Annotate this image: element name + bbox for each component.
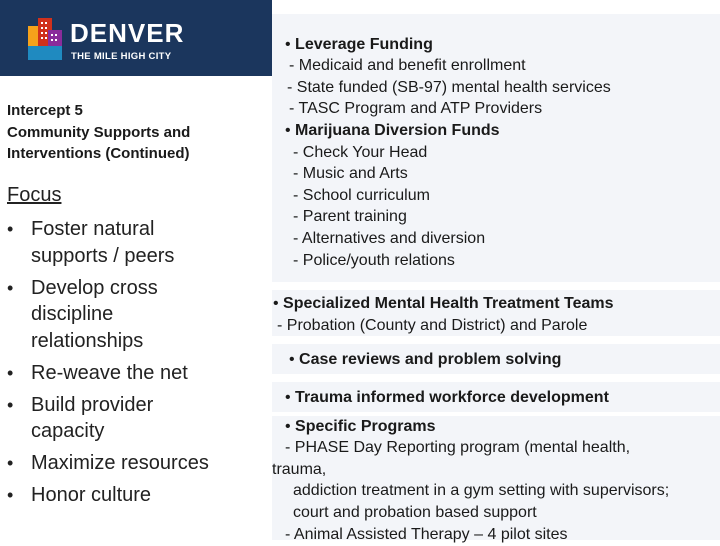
bullet-icon: •: [285, 418, 296, 435]
focus-item-text: supports / peers: [31, 244, 175, 267]
content-panel: [272, 0, 720, 543]
content-bullet-line: [285, 387, 609, 409]
focus-item: [7, 216, 269, 269]
content-line-text: court and probation based support: [293, 504, 537, 521]
bullet-icon: •: [7, 485, 14, 505]
focus-heading: Focus: [7, 184, 62, 206]
content-line-text: - Medicaid and benefit enrollment: [289, 57, 526, 74]
bullet-icon: •: [285, 122, 296, 139]
focus-item: [7, 360, 269, 387]
title-line: Intercept 5: [7, 102, 83, 119]
bullet-icon: •: [285, 389, 296, 406]
content-line-text: - Music and Arts: [293, 165, 408, 182]
content-line-text: addiction treatment in a gym setting with supervisors;: [293, 482, 670, 499]
content-sub-line: [293, 142, 427, 164]
focus-item-text: Maximize resources: [31, 452, 209, 474]
content-sub-line: [287, 77, 611, 99]
title-line: Interventions (Continued): [7, 145, 190, 162]
focus-item: [7, 482, 269, 509]
logo-wordmark: DENVER: [70, 18, 185, 48]
content-bullet-line: [289, 349, 561, 371]
bullet-icon: •: [273, 295, 284, 312]
content-line-text: - State funded (SB-97) mental health services: [287, 79, 611, 96]
title-line: Community Supports and: [7, 123, 191, 141]
bullet-icon: •: [7, 453, 14, 473]
content-line-text: Specialized Mental Health Treatment Teams: [283, 295, 614, 312]
content-line-text: - Animal Assisted Therapy – 4 pilot sites: [285, 526, 568, 543]
bullet-icon: •: [289, 351, 300, 368]
content-bullet-line: [285, 34, 433, 56]
focus-item: [7, 275, 269, 355]
content-bullet-line: [273, 293, 614, 315]
content-line-text: - TASC Program and ATP Providers: [289, 100, 543, 117]
content-line-text: trauma,: [272, 461, 327, 478]
section-title: [7, 100, 269, 165]
focus-list: [7, 216, 269, 514]
content-line-text: - Check Your Head: [293, 144, 428, 161]
content-line-text: Leverage Funding: [295, 36, 433, 53]
content-sub-line: [293, 228, 485, 250]
focus-item: [7, 450, 269, 477]
content-line-text: - Police/youth relations: [293, 252, 455, 269]
content-sub-line: [289, 55, 526, 77]
content-line-text: Marijuana Diversion Funds: [295, 122, 500, 139]
focus-item-text: Re-weave the net: [31, 361, 188, 384]
logo-tagline: THE MILE HIGH CITY: [71, 51, 172, 62]
content-sub-line: [285, 437, 630, 459]
content-bullet-line: [285, 416, 436, 438]
denver-logo-icon: [28, 16, 62, 60]
focus-item-text: capacity: [31, 420, 105, 442]
content-sub-line: [272, 459, 326, 481]
bullet-icon: •: [7, 219, 14, 239]
focus-item-text: discipline: [31, 303, 114, 325]
header-banner: [0, 0, 272, 76]
content-line-text: - Probation (County and District) and Parole: [277, 317, 588, 334]
focus-item-text: Develop cross: [31, 276, 158, 299]
bullet-icon: •: [7, 277, 14, 298]
bullet-icon: •: [7, 362, 14, 383]
content-sub-line: [293, 502, 537, 524]
bullet-icon: •: [285, 36, 296, 53]
focus-item: [7, 392, 269, 445]
content-line-text: - Parent training: [293, 208, 407, 225]
content-line-text: Specific Programs: [295, 418, 436, 435]
content-line-text: - PHASE Day Reporting program (mental health,: [285, 439, 631, 456]
content-sub-line: [293, 163, 408, 185]
content-sub-line: [277, 315, 587, 337]
focus-item-text: Honor culture: [31, 484, 152, 506]
bullet-icon: •: [7, 394, 14, 415]
focus-item-text: Build provider: [31, 393, 154, 416]
content-sub-line: [293, 480, 669, 502]
content-sub-line: [293, 206, 407, 228]
content-line-text: - School curriculum: [293, 187, 430, 204]
focus-item-text: relationships: [31, 329, 144, 352]
content-line-text: - Alternatives and diversion: [293, 230, 486, 247]
content-bullet-line: [285, 120, 500, 142]
content-sub-line: [285, 524, 568, 546]
content-sub-line: [293, 185, 430, 207]
content-line-text: Case reviews and problem solving: [299, 351, 562, 368]
content-sub-line: [293, 250, 455, 272]
content-line-text: Trauma informed workforce development: [295, 389, 609, 406]
content-sub-line: [289, 98, 542, 120]
focus-item-text: Foster natural: [31, 218, 155, 240]
